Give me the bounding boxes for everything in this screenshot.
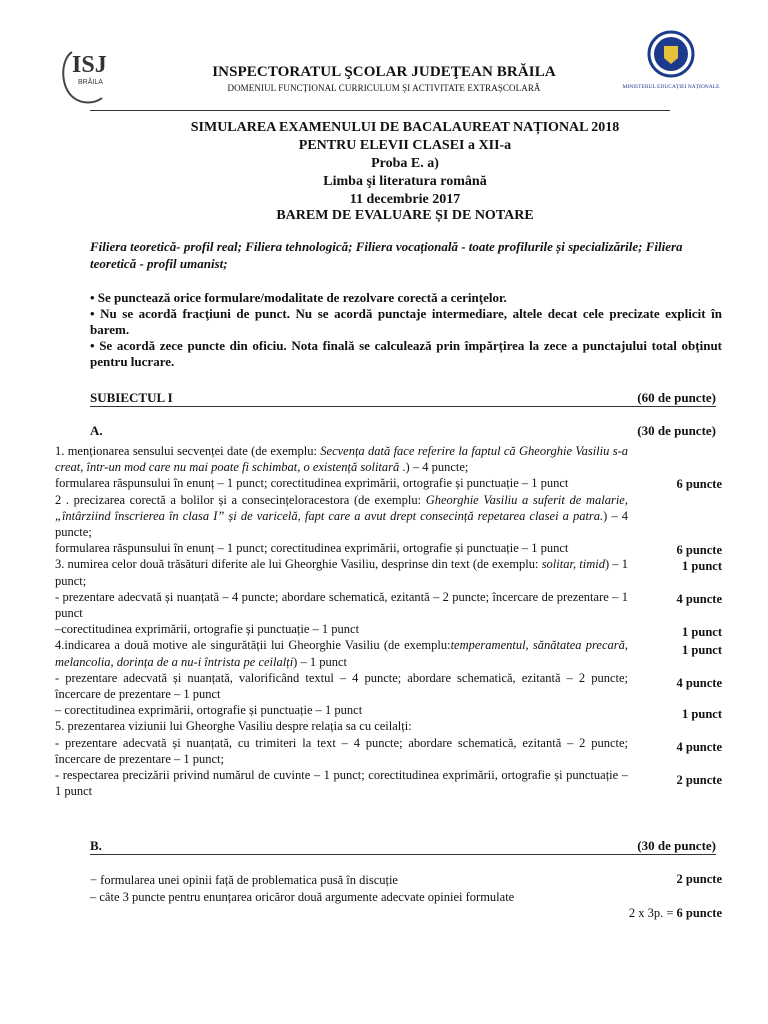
item-1: 1. menționarea sensului secvenței date (de exemplu: Secvența dată face referire la faptul că Gheorghie Vasiliu s-a creat, într-un mod care nu mai poate fi schimbat, o existență solitară .) – 4 puncte; xyxy=(55,444,628,475)
points-itemB-1: 2 puncte xyxy=(676,872,722,886)
subiect1-label: SUBIECTUL I xyxy=(90,390,173,405)
isj-logo-sub: BRĂILA xyxy=(78,79,103,86)
subiect1-rule xyxy=(90,406,716,407)
subiect1-points: (60 de puncte) xyxy=(637,390,716,405)
points-itemB-2: 2 x 3p. = 6 puncte xyxy=(628,906,722,920)
points-item-3c: 1 punct xyxy=(682,625,722,639)
sectionB-points: (30 de puncte) xyxy=(637,838,716,853)
points-item-5b: 2 puncte xyxy=(676,773,722,787)
sectionB-rule xyxy=(90,854,716,855)
isj-logo-text: ISJ xyxy=(72,52,107,78)
sectionB-label: B. xyxy=(90,838,102,853)
exam-title: SIMULAREA EXAMENULUI DE BACALAUREAT NAȚIONAL 2018 xyxy=(190,120,620,135)
points-item-4b: 4 puncte xyxy=(676,676,722,690)
item-1-criteria: formularea răspunsului în enunț – 1 punct; corectitudinea exprimării, ortografie și punctuație – 1 punct xyxy=(55,476,569,491)
header-rule xyxy=(90,110,670,111)
points-item-4a: 1 punct xyxy=(682,643,722,657)
rule-item: • Se acordă zece puncte din oficiu. Nota finală se calculează prin împărțirea la zece a punctajului total obținut pentru lucrare. xyxy=(90,338,722,369)
item-4-criteria: - prezentare adecvată și nuanțată, valorificând textul – 4 puncte; abordare schematică, ezitantă – 2 puncte; încercare de prezentare – 1 punct xyxy=(55,670,628,702)
item-4-correctness: – corectitudinea exprimării, ortografie și punctuație – 1 punct xyxy=(55,703,363,718)
guvern-caption: MINISTERUL EDUCAȚIEI NAȚIONALE xyxy=(622,84,720,90)
points-item-5a: 4 puncte xyxy=(676,740,722,754)
itemB-1: − formularea unei opinii față de problematica pusă în discuție xyxy=(90,873,398,887)
department-name: DOMENIUL FUNCȚIONAL CURRICULUM ȘI ACTIVITATE EXTRAȘCOLARĂ xyxy=(227,83,541,93)
filiera-text: Filiera teoretică- profil real; Filiera tehnologică; Filiera vocațională - toate profilurile și specializările; Filiera teoretică - profil umanist; xyxy=(90,239,683,271)
institution-name: INSPECTORATUL ŞCOLAR JUDEŢEAN BRĂILA xyxy=(212,64,556,80)
item-4: 4.indicarea a două motive ale singurătății lui Gheorghie Vasiliu (de exemplu:temperamentul, sănătatea precară, melancolia, dorința de a nu-i întrista pe ceilalți) – 1 punct xyxy=(55,638,628,669)
points-item-2: 6 puncte xyxy=(676,543,722,557)
item-3-criteria: - prezentare adecvată și nuanțată – 4 puncte; abordare schematică, ezitantă – 2 puncte; încercare de prezentare – 1 punct xyxy=(55,589,628,621)
sectionA-label: A. xyxy=(90,423,103,438)
item-2: 2 . precizarea corectă a bolilor și a consecințeloracestora (de exemplu: Gheorghie Vasiliu a suferit de malarie, „întârziind înscrierea în clasa I” și de varicelă, fapt care a avut drept consecință repetarea clasei a patra.) – 4 puncte; xyxy=(55,492,628,540)
item-2-criteria: formularea răspunsului în enunț – 1 punct; corectitudinea exprimării, ortografie și punctuație – 1 punct xyxy=(55,541,569,556)
points-item-3b: 4 puncte xyxy=(676,592,722,606)
points-item-3a: 1 punct xyxy=(682,559,722,573)
rule-item: • Se punctează orice formulare/modalitate de rezolvare corectă a cerinţelor. xyxy=(90,290,507,305)
points-item-4c: 1 punct xyxy=(682,707,722,721)
item-5-criteria: - prezentare adecvată și nuanțată, cu trimiteri la text – 4 puncte; abordare schematică, ezitantă – 2 puncte; încercare de prezentare – 1 punct; xyxy=(55,735,628,766)
item-3: 3. numirea celor două trăsături diferite ale lui Gheorghie Vasiliu, desprinse din text (de exemplu: solitar, timid) – 1 punct; xyxy=(55,557,628,588)
barem-title: BAREM DE EVALUARE ȘI DE NOTARE xyxy=(276,208,534,223)
rule-item: • Nu se acordă fracţiuni de punct. Nu se acordă punctaje intermediare, altele decat cele precizate explicit în barem. xyxy=(90,306,722,337)
exam-class: PENTRU ELEVII CLASEI a XII-a xyxy=(298,138,512,153)
points-item-1: 6 puncte xyxy=(676,477,722,491)
item-5-words: - respectarea precizării privind numărul de cuvinte – 1 punct; corectitudinea exprimării, ortografie și punctuație – 1 punct xyxy=(55,768,628,799)
itemB-2: – câte 3 puncte pentru enunțarea oricăror două argumente adecvate opiniei formulate xyxy=(90,890,515,904)
item-5: 5. prezentarea viziunii lui Gheorghe Vasiliu despre relația sa cu ceilalți: xyxy=(55,719,412,734)
exam-proba: Proba E. a) xyxy=(371,156,439,171)
exam-date: 11 decembrie 2017 xyxy=(349,192,461,207)
sectionA-items xyxy=(55,443,628,799)
rules-list xyxy=(90,288,722,370)
sectionA-points: (30 de puncte) xyxy=(637,423,716,438)
item-3-correctness: –corectitudinea exprimării, ortografie și punctuație – 1 punct xyxy=(55,622,360,637)
exam-subject: Limba şi literatura română xyxy=(323,174,487,189)
